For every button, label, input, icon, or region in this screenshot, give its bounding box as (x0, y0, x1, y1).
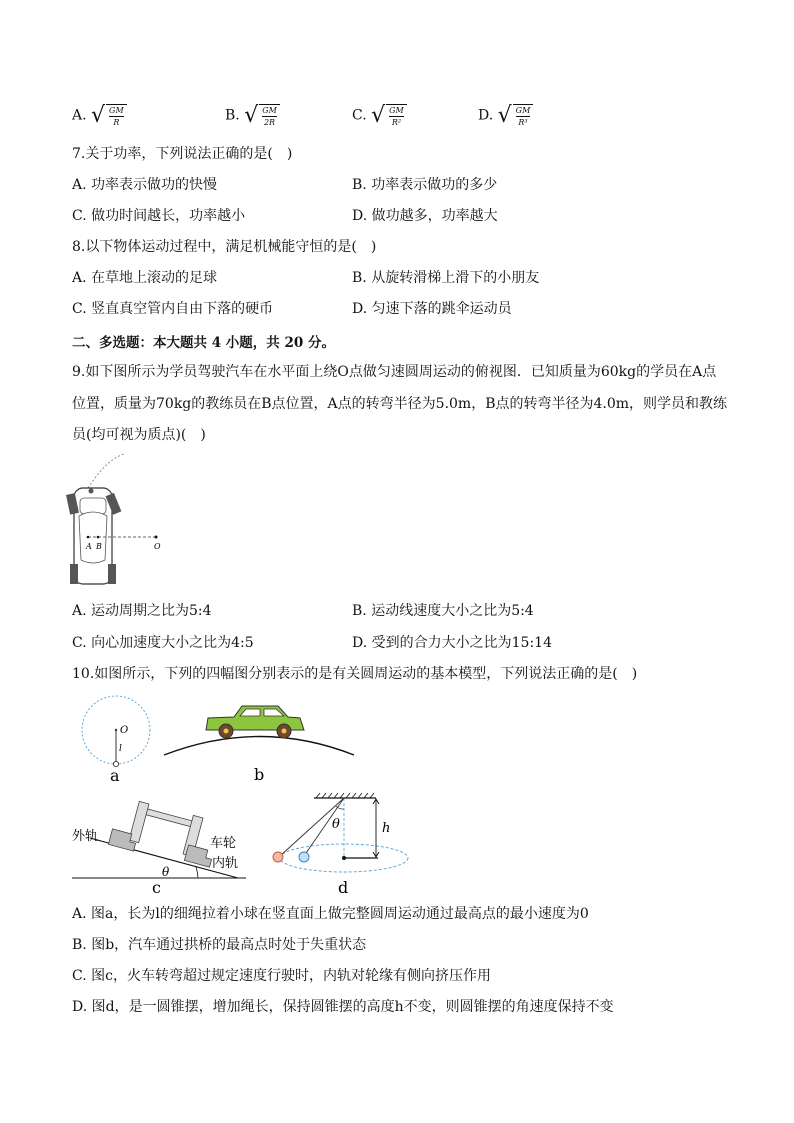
axle (142, 808, 194, 827)
label-outer-rail: 外轨 (72, 829, 99, 844)
q8-option-b: B. 从旋转滑梯上滑下的小朋友 (352, 270, 540, 286)
label-inner-rail: 内轨 (212, 856, 239, 871)
rear-left-wheel (70, 564, 78, 584)
ball-outer (273, 852, 283, 862)
q8-option-c: C. 竖直真空管内自由下落的硬币 (72, 301, 274, 317)
label-a: a (110, 766, 120, 785)
label-c: c (152, 878, 161, 894)
q7-option-d: D. 做功越多，功率越大 (352, 208, 498, 224)
label-a: A (86, 542, 92, 551)
q6-option-c: C. √ GM R² (352, 104, 407, 127)
arch-bridge (164, 737, 354, 756)
q9-option-a: A. 运动周期之比为5:4 (72, 603, 212, 619)
q9-option-c: C. 向心加速度大小之比为4:5 (72, 635, 254, 651)
q9-stem-line1: 9.如下图所示为学员驾驶汽车在水平面上绕O点做匀速圆周运动的俯视图．已知质量为60kg的学员在A点 (72, 364, 717, 380)
center-o-dot (155, 536, 158, 539)
q7-stem: 7.关于功率，下列说法正确的是( ) (72, 146, 293, 162)
q10-stem: 10.如图所示，下列的四幅图分别表示的是有关圆周运动的基本模型，下列说法正确的是( ) (72, 666, 638, 682)
turn-arc (88, 454, 124, 488)
q10-figure-b (160, 700, 360, 788)
q10-figure-d (270, 792, 420, 896)
q10-option-d: D. 图d，是一圆锥摆，增加绳长，保持圆锥摆的高度h不变，则圆锥摆的角速度保持不变 (72, 999, 614, 1015)
q9-stem-line2: 位置，质量为70kg的教练员在B点位置，A点的转弯半径为5.0m，B点的转弯半径为4.0m，则学员和教练 (72, 396, 728, 412)
label-o: O (154, 542, 161, 551)
label-wheel: 车轮 (210, 836, 237, 851)
cabin (79, 512, 107, 563)
label-d: d (338, 878, 349, 896)
section-heading: 二、多选题：本大题共 4 小题，共 20 分。 (72, 335, 335, 351)
rear-right-wheel (108, 564, 116, 584)
q10-option-a: A. 图a，长为l的细绳拉着小球在竖直面上做完整圆周运动通过最高点的最小速度为0 (72, 906, 589, 922)
q6-option-b: B. √ GM 2R (225, 104, 280, 127)
ball-inner (299, 852, 309, 862)
steering-point (89, 489, 94, 494)
label-o: O (120, 725, 129, 736)
label-b: B (96, 542, 102, 551)
q7-option-b: B. 功率表示做功的多少 (352, 177, 498, 193)
q9-option-b: B. 运动线速度大小之比为5:4 (352, 603, 534, 619)
q7-option-a: A. 功率表示做功的快慢 (72, 177, 218, 193)
q8-option-a: A. 在草地上滚动的足球 (72, 270, 218, 286)
outer-wheel (129, 801, 149, 842)
q9-stem-line3: 员(均可视为质点)( ) (72, 427, 206, 443)
q8-option-d: D. 匀速下落的跳伞运动员 (352, 301, 512, 317)
label-theta: θ (162, 865, 170, 879)
label-h: h (382, 821, 391, 836)
q6-option-d: D. √ GM R³ (478, 104, 533, 127)
q10-figure-c (70, 792, 250, 894)
q9-option-d: D. 受到的合力大小之比为15:14 (352, 635, 552, 651)
label-l: l (119, 744, 122, 754)
q7-option-c: C. 做功时间越长，功率越小 (72, 208, 246, 224)
label-theta: θ (332, 817, 340, 832)
label-b: b (254, 765, 265, 784)
q10-figure-a (76, 695, 156, 785)
q10-option-b: B. 图b，汽车通过拱桥的最高点时处于失重状态 (72, 937, 367, 953)
q9-car-figure (66, 450, 176, 590)
q8-stem: 8.以下物体运动过程中，满足机械能守恒的是( ) (72, 239, 377, 255)
q10-option-c: C. 图c，火车转弯超过规定速度行驶时，内轨对轮缘有侧向挤压作用 (72, 968, 491, 984)
q6-option-a: A. √ GM R (72, 104, 127, 127)
